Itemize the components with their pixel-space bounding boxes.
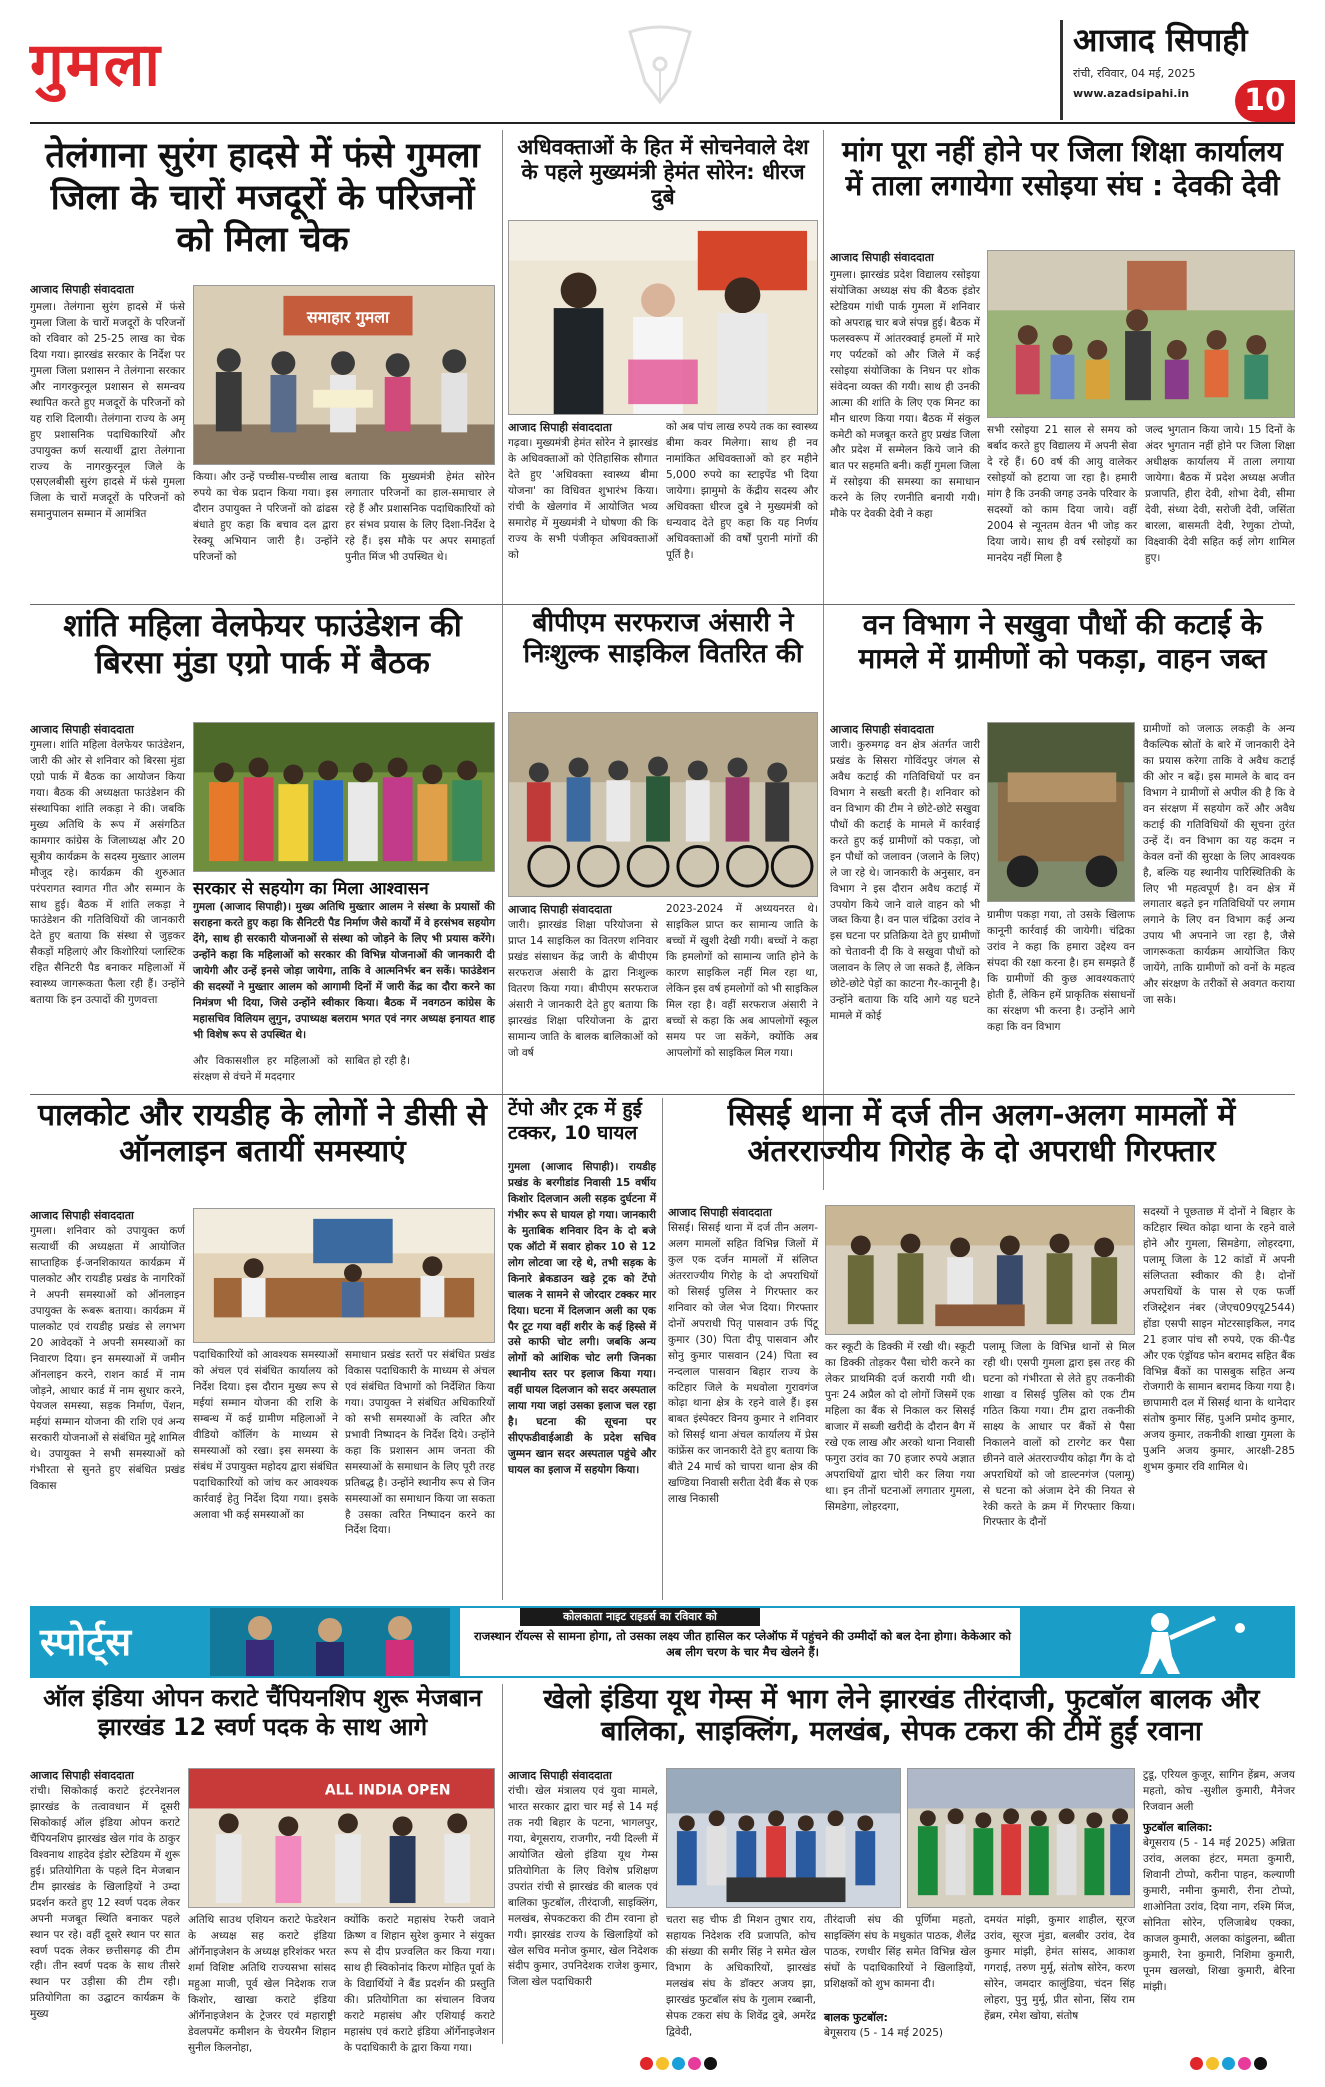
headline-cooks: मांग पूरा नहीं होने पर जिला शिक्षा कार्यालय में ताला लगायेगा रसोइया संघ : देवकी देवी bbox=[842, 135, 1283, 202]
subhead-boys-football: बालक फुटबॉल: bbox=[824, 2011, 888, 2024]
photo-karate-inauguration bbox=[188, 1768, 495, 1908]
banner-text: ALL INDIA OPEN bbox=[324, 1782, 451, 1799]
story-bpm-col1: जारी। झारखंड शिक्षा परियोजना से प्राप्त 14 साइकिल का वितरण शनिवार प्रखंड संसाधन केंद्र जारी के बीपीएम सरफराज अंसारी के द्वारा निःशुल्क वितरण किया गया। बीपीएम सरफराज अंसारी ने जानकारी देते हुए बताया कि झारखंड शिक्षा परियोजना के द्वारा सामान्य जाति के बालक बालिकाओं को जो वर्ष bbox=[508, 919, 658, 1059]
byline: आजाद सिपाही संवाददाता bbox=[30, 283, 134, 296]
headline-forest: वन विभाग ने सखुवा पौधों की कटाई के मामले में ग्रामीणों को पकड़ा, वाहन जब्त bbox=[858, 608, 1267, 675]
photo-seized-vehicle bbox=[987, 722, 1135, 902]
story-khelo-col5b: बेगूसराय (5 - 14 मई 2025) अन्निता उरांव, अलका हंटर, ममता कुमारी, शिवानी टोप्पो, करीना पाहन, कल्याणी कुमारी, नमीना कुमारी, रीना टोप्पो, शाओनिता उरांव, दिया नाग, रश्मि मिंज, सोनिता सोरेन, एलिजाबेथ एक्का, काजल कुमारी, अलका कांडुलना, ब्बीता कुमारी, रेना कुमारी, निशिमा कुमारी, पूनम खलखो, शिखा कुमारी, बेरिना मांझी। bbox=[1143, 1837, 1295, 1993]
story-sisai-col3: पलामू जिला के विभिन्न थानों से मिल रही थी। एसपी गुमला द्वारा इस तरह की घटना को गंभीरता से लेते हुए तकनीकी शाखा व सिसई पुलिस को एक टीम गठित किया गया। टीम द्वारा तकनीकी साक्ष्य के आधार पर बैंकों से पैसा निकालने वालों को टारगेट कर पैसा छीनने वाले अंतरराज्यीय कोढ़ा गैंग के दो अपराधियों को जो डाल्टनगंज (पलामू) से घटना को अंजाम देने की नियत से रेकी करते के क्रम में गिरफ्तार किया। गिरफ्तार के दौनों bbox=[983, 1341, 1135, 1529]
section-name: गुमला bbox=[30, 30, 162, 100]
sports-teaser-top: कोलकाता नाइट राइडर्स का रविवार को bbox=[520, 1608, 760, 1626]
registration-dots-left bbox=[640, 2055, 760, 2071]
story-karate-col2: अतिथि साउथ एशियन कराटे फेडरेशन के अध्यक्ष सह कराटे इंडिया ऑर्गेनाइजेशन के अध्यक्ष हरिशंकर भरत शर्मा विशिष्ट अतिथि राज्यसभा सांसद महुआ माजी, पूर्व खेल निदेशक राज किशोर, खाखा कराटे इंडिया ऑर्गेनाइजेशन के ट्रेजरर एवं महाराष्ट्री डेवलपमेंट कमीशन के चेयरमैन शिहान सुनील किलनोहा, bbox=[188, 1914, 336, 2054]
byline: आजाद सिपाही संवाददाता bbox=[508, 1769, 612, 1782]
photo-cheque-handover bbox=[193, 285, 495, 465]
story-cooks-col1: गुमला। झारखंड प्रदेश विद्यालय रसोइया संयोजिका अध्यक्ष संघ की बैठक इंडोर स्टेडियम गांधी पार्क गुमला में शनिवार को अपराह्न चार बजे संपन्न हुई। बैठक में फलस्वरूप में आंतरक्वाई हमलों में मारे गए पर्यटकों को और जिले में कई रसोइया संयोजिका के निधन पर शोक संवेदना व्यक्त की गयी। साथ ही उनकी आत्मा की शांति के लिए एक मिनट का मौन धारण किया गया। बैठक में संकुल कमेटी को मजबूत करते हुए प्रखंड जिला और प्रदेश में सम्मेलन किये जाने की बात पर सहमति बनी। कहीं गुमला जिला में रसोइया की समस्या का समाधान करने के लिए रणनीति बनायी गयी। मौके पर देवकी देवी ने कहा bbox=[830, 269, 980, 521]
story-karate-col3: क्योंकि कराटे महासंघ रेफरी जवाने क्रिष्ण व शिहान सुरेश कुमार ने संयुक्त रूप से दीप प्रज्वलित कर किया गया। साथ ही स्विकोनांद किरण मोहित पूर्वा के के विद्यार्थियों ने बैंड प्रदर्शन की प्रस्तुति की। प्रतियोगिता का संचालन विजय कराटे महासंघ और एशियाई कराटे महासंघ एवं कराटे इंडिया ऑर्गेनाइजेशन के पदाधिकारी के द्वारा किया गया। bbox=[344, 1914, 495, 2054]
byline: आजाद सिपाही संवाददाता bbox=[830, 723, 934, 736]
story-telangana-col2: किया। और उन्हें पच्चीस-पच्चीस लाख रुपये का चेक प्रदान किया गया। इस दौरान उपायुक्त ने परिजनों को ढांढस बंधाते हुए कहा कि बचाव दल द्वारा रेस्क्यू अभियान जारी है। उन्होंने परिजनों को bbox=[193, 471, 338, 563]
story-shanti-col2: और विकासशील हर महिलाओं को संरक्षण से वंचने में मददगार bbox=[193, 1055, 338, 1083]
photo-team-departure-2 bbox=[907, 1768, 1135, 1908]
dateline: रांची, रविवार, 04 मई, 2025 bbox=[1073, 67, 1196, 80]
byline: आजाद सिपाही संवाददाता bbox=[30, 723, 134, 736]
headline-palkot: पालकोट और रायडीह के लोगों ने डीसी से ऑनलाइन बतायीं समस्याएं bbox=[38, 1098, 487, 1169]
photo-arrested-accused bbox=[825, 1205, 1135, 1335]
photo-advocates-meeting bbox=[508, 220, 818, 415]
story-tempo-body: गुमला (आजाद सिपाही)। रायडीह प्रखंड के बरगीडांड निवासी 15 वर्षीय किशोर दिलजान अली सड़क दुर्घटना में गंभीर रूप से घायल हो गया। जानकारी के मुताबिक शनिवार दिन के दो बजे एक ऑटो में सवार होकर 10 से 12 लोग लोटवा जा रहे थे, तभी सड़क के किनारे ब्रेकडाउन खड़े ट्रक को टेंपो चालक ने सामने से जोरदार टक्कर मार दिया। घटना में दिलजान अली का एक पैर टूट गया वहीं शरीर के कई हिस्से में उसे काफी चोट लगी। जबकि अन्य लोगों को आंशिक चोट लगी जिनका स्थानीय स्तर पर इलाज किया गया। वहीं घायल दिलजान को सदर अस्पताल लाया गया जहां उसका इलाज चल रहा है। घटना की सूचना पर सीएफडीवाईआडी के प्रदेश सचिव जुम्मन खान सदर अस्पताल पहुंचे और घायल का इलाज में सहयोग किया। bbox=[508, 1161, 656, 1477]
photo-team-departure-1 bbox=[666, 1768, 901, 1908]
sports-label: स्पोर्ट्स bbox=[40, 1619, 132, 1664]
story-shanti-sub-body: गुमला (आजाद सिपाही)। मुख्य अतिथि मुख्तार आलम ने संस्था के प्रयासों की सराहना करते हुए कहा कि सैनिटरी पैड निर्माण जैसे कार्यों में वे हरसंभव सहयोग देंगे, साथ ही सरकारी योजनाओं से संस्था को जोड़ने के लिए भी प्रयास करेंगे। उन्होंने कहा कि महिलाओं को सरकार की विभिन्न योजनाओं की जानकारी दी जायेगी और उन्हें इनसे जोड़ा जायेगा, ताकि वे आत्मनिर्भर बन सकें। फाउंडेशन की सदस्यों ने मुख्तार आलम को आगामी दिनों में जारी केंद्र का दौरा करने का निमंत्रण भी दिया, जिसे उन्होंने स्वीकार किया। बैठक में नवगठन कांग्रेस के महासचिव विलियम लुगुन, उपाध्यक्ष बलराम भगत एवं नगर अध्यक्ष इनायत शाह भी विशेष रूप से उपस्थित थे। bbox=[193, 901, 495, 1041]
story-forest-col2: ग्रामीण पकड़ा गया, तो उसके खिलाफ कानूनी कार्रवाई की जायेगी। चंद्रिका उरांव ने कहा कि हमारा उद्देश्य वन संपदा की रक्षा करना है। हम समझते हैं कि ग्रामीणों की कुछ आवश्यकताएं होती हैं, लेकिन हमें प्राकृतिक संसाधनों का संरक्षण भी करना है। उन्होंने आगे कहा कि वन विभाग bbox=[987, 909, 1135, 1033]
masthead-rule bbox=[30, 122, 1295, 124]
story-advocates-col2: को अब पांच लाख रुपये तक का स्वास्थ्य बीमा कवर मिलेगा। साथ ही नव नामांकित अधिवक्ताओं को हर महीने 5,000 रुपये का स्टाइपेंड भी दिया जायेगा। झामुमो के केंद्रीय सदस्य और अधिवक्ता धीरज दुबे ने मुख्यमंत्री को धन्यवाद देते हुए कहा कि यह निर्णय अधिवक्ताओं की वर्षों पुरानी मांगों की पूर्ति है। bbox=[666, 421, 818, 561]
story-khelo-col3: तीरंदाजी संघ की पूर्णिमा महतो, साइक्लिंग संघ के मधुकांत पाठक, शैलेंद्र पाठक, रणधीर सिंह समेत विभिन्न खेल संघों के पदाधिकारियों ने खिलाड़ियों, प्रशिक्षकों को शुभ कामना दी। bbox=[824, 1914, 976, 1990]
photo-bicycle-distribution bbox=[508, 712, 818, 897]
subhead-girls-football: फुटबॉल बालिका: bbox=[1143, 1821, 1213, 1834]
story-khelo-col1: रांची। खेल मंत्रालय एवं युवा मामले, भारत सरकार द्वारा चार मई से 14 मई तक नयी बिहार के पटना, भागलपुर, गया, बेगूसराय, राजगीर, नयी दिल्ली में आयोजित खेलो इंडिया यूथ गेम्स प्रतियोगिता के लिए विशेष प्रशिक्षण उपरांत रांची से झारखंड की बालक एवं बालिका फुटबॉल, तीरंदाजी, साइक्लिंग, मलखंब, सेपकटकरा की टीम रवाना हो गयी। झारखंड राज्य के खिलाड़ियों को खेल सचिव मनोज कुमार, खेल निदेशक संदीप कुमार, उपनिदेशक राजेश कुमार, जिला खेल पदाधिकारी bbox=[508, 1785, 658, 1989]
page-number: 10 bbox=[1244, 83, 1286, 118]
photo-shanti-meeting bbox=[193, 722, 495, 872]
story-sisai-col2: कर स्कूटी के डिक्की में रखी थी। स्कूटी का डिक्की तोड़कर पैसा चोरी करने का लेकर प्राथमिकी दर्ज करायी गयी थी। पुनः 24 अप्रैल को दो लोगों जिसमें एक महिला का बैंक से निकाल कर सिसई बाजार में सब्जी खरीदी के दौरान बैग में रखे एक लाख और अरको थाना निवासी फगुरा उरांव का 70 हजार रुपये अज्ञात अपराधियों द्वारा चोरी कर लिया गया था। इन तीनों घटनाओं लगातार गुमला, सिमडेगा, लोहरदगा, bbox=[825, 1341, 975, 1513]
story-advocates-col1: गढ़वा। मुख्यमंत्री हेमंत सोरेन ने झारखंड के अधिवक्ताओं को ऐतिहासिक सौगात देते हुए 'अधिवक्ता स्वास्थ्य बीमा योजना' का विधिवत शुभारंभ किया। रांची के खेलगांव में आयोजित भव्य समारोह में मुख्यमंत्री ने घोषणा की कि राज्य के सभी पंजीकृत अधिवक्ताओं को bbox=[508, 437, 658, 561]
byline: आजाद सिपाही संवाददाता bbox=[30, 1769, 134, 1782]
sports-teaser-main: राजस्थान रॉयल्स से सामना होगा, तो उसका लक्ष्य जीत हासिल कर प्लेऑफ में पहुंचने की उम्मीदों को बल देना होगा। केकेआर को अब लीग चरण के चार मैच खेलने हैं। bbox=[474, 1629, 1011, 1660]
story-telangana-col3: बताया कि मुख्यमंत्री हेमंत सोरेन लगातार परिजनों का हाल-समाचार ले रहे हैं और प्रशासनिक पदाधिकारियों को हर संभव प्रयास के लिए दिशा-निर्देश दे रहे हैं। इस मौके पर अपर समाहर्ता पुनीत मिंज भी उपस्थित थे। bbox=[345, 471, 495, 563]
sports-players-photo bbox=[210, 1608, 450, 1676]
story-sisai-col4: सदस्यों ने पूछताछ में दोनों ने बिहार के कटिहार स्थित कोढ़ा थाना के रहने वाले होने और गुमला, सिमडेगा, लोहरदगा, पलामू जिला के 12 कांडों में अपनी संलिप्तता स्वीकार की है। दोनों अपराधियों के पास से एक फर्जी रजिस्ट्रेशन नंबर (जेएच09एयू2544) होंडा एसपी साइन मोटरसाइकिल, नगद 21 हजार पांच सौ रुपये, एक की-पैड और एक एंड्रॉयड फोन बरामद सहित बैंक विभिन्न बैंकों का पासबुक सहित अन्य रोजगारी के सामान बरामद किया गया है। छापामारी दल में सिसई थाना के थानेदार संतोष कुमार सिंह, पुअनि प्रमोद कुमार, अजय कुमार, तकनीकी शाखा गुमला के पुअनि अजय कुमार, आरक्षी-285 शुभम कुमार रवि शामिल थे। bbox=[1143, 1206, 1295, 1474]
story-palkot-col1: गुमला। शनिवार को उपायुक्त कर्ण सत्यार्थी की अध्यक्षता में आयोजित साप्ताहिक ई-जनशिकायत कार्यक्रम में पालकोट और रायडीह प्रखंड के नागरिकों ने अपनी समस्याओं को ऑनलाइन उपायुक्त के रूबरू बताया। कार्यक्रम में पालकोट एवं रायडीह प्रखंड से लगभग 20 आवेदकों ने अपनी समस्याओं का निवारण दिया। इन समस्याओं में जमीन ऑनलाइन करने, राशन कार्ड में नाम जोड़ने, आधार कार्ड में नाम सुधार करने, पेयजल समस्या, सड़क निर्माण, पेंशन, मईयां सम्मान योजना की राशि एवं अन्य सरकारी योजनाओं से संबंधित मुद्दे शामिल थे। उपायुक्त ने सभी समस्याओं को गंभीरता से सुनते हुए संबंधित प्रखंड विकास bbox=[30, 1225, 185, 1493]
story-cooks-col3: जल्द भुगतान किया जाये। 15 दिनों के अंदर भुगतान नहीं होने पर जिला शिक्षा अधीक्षक कार्यालय में ताला लगाया जायेगा। बैठक में प्रदेश अध्यक्ष अजीत प्रजापति, हीरा देवी, शोभा देवी, सीमा देवी, संध्या देवी, सरोजी देवी, जसिंता बारला, बासमती देवी, रेणुका टोप्पो, विक्ष्वाकी देवी सहित कई लोग शामिल हुए। bbox=[1145, 424, 1295, 564]
story-khelo-col5: टुडू, एरियल कुजूर, सागिन हेंब्रम, अजय महतो, कोच -सुशील कुमारी, मैनेजर रिजवान अली bbox=[1143, 1769, 1295, 1813]
story-sisai-col1: सिसई। सिसई थाना में दर्ज तीन अलग-अलग मामलों सहित विभिन्न जिलों में कुल एक दर्जन मामलों में संलिप्त अंतरराज्यीय गिरोह के दो अपराधियों को सिसई पुलिस ने गिरफ्तार कर शनिवार को जेल भेज दिया। गिरफ्तार दोनों अपराधी पितृ पासवान उर्फ पिंटू कुमार (30) पिता दीपू पासवान और सोनु कुमार पासवान (24) पिता स्व नन्दलाल पासवान बिहार राज्य के कटिहार जिले के मधवोला गुरावगंज कोढ़ा थाना क्षेत्र के रहने वाले हैं। इस बाबत इंस्पेक्टर विनय कुमार ने शनिवार को सिसई थाना अंचल कार्यालय में प्रेस कांफ्रेंस कर जानकारी देते हुए बताया कि बीते 24 मार्च को चापरा थाना क्षेत्र की खण्डिया निवासी सरीता देवी बैंक से एक लाख निकासी bbox=[668, 1222, 818, 1506]
subhead-shanti: सरकार से सहयोग का मिला आश्वासन bbox=[193, 879, 429, 899]
byline: आजाद सिपाही संवाददाता bbox=[668, 1206, 772, 1219]
column-divider bbox=[823, 130, 824, 1190]
banner-text: समाहार गुमला bbox=[306, 307, 390, 327]
column-divider bbox=[662, 1098, 663, 1600]
column-divider bbox=[502, 1098, 503, 1600]
headline-bpm: बीपीएम सरफराज अंसारी ने निःशुल्क साइकिल वितरित की bbox=[523, 608, 803, 670]
byline: आजाद सिपाही संवाददाता bbox=[508, 903, 612, 916]
story-forest-col1: जारी। कुरुमगढ़ वन क्षेत्र अंतर्गत जारी प्रखंड के सिसरा गोविंदपुर जंगल से अवैध कटाई की गतिविधियों पर वन विभाग ने सख्ती बरती है। शनिवार को वन विभाग की टीम ने छोटे-छोटे सखुवा पौधों की कटाई के मामले में कार्रवाई करते हुए कई ग्रामीणों को पकड़ा, जो इन पौधों को जलावन (जलाने के लिए) ले जा रहे थे। जानकारी के अनुसार, वन विभाग ने इस दौरान अवैध कटाई में उपयोग किये जाने वाले वाहन को भी जब्त किया है। वन पाल चंद्रिका उरांव ने इस घटना पर प्रतिक्रिया देते हुए ग्रामीणों को चेतावनी दी कि वे सखुवा पौधों को जलावन के लिए ले जा सकते हैं, लेकिन छोटे-छोटे पेड़ों का काटना गैर-कानूनी है। उन्होंने बताया कि यदि आगे यह घटने मामले में कोई bbox=[830, 739, 980, 1023]
story-forest-col3: ग्रामीणों को जलाऊ लकड़ी के अन्य वैकल्पिक स्रोतों के बारे में जानकारी देने का प्रयास करेगा ताकि वे अवैध कटाई की ओर न बढ़ें। इस मामले के बाद वन विभाग ने ग्रामीणों से अपील की है कि वे वन संरक्षण में सहयोग करें और अवैध कटाई की गतिविधियों की सूचना तुरंत उन्हें दें। वन विभाग का यह कदम न केवल वनों की सुरक्षा के लिए आवश्यक है, बल्कि यह स्थानीय पारिस्थितिकी के लिए भी महत्वपूर्ण है। वन क्षेत्र में लगातार बढ़ते इन गतिविधियों पर लगाम लगाने के लिए वन विभाग कई अन्य उपाय भी अपनाने जा रहा है, जैसे जागरूकता कार्यक्रम आयोजित किए जायेंगे, ताकि ग्रामीणों को वनों के महत्व और संरक्षण के तरीकों से अवगत कराया जा सके। bbox=[1143, 723, 1295, 1007]
story-bpm-col2: 2023-2024 में अध्ययनरत थे। साइकिल प्राप्त कर सामान्य जाति के बच्चों में खुशी देखी गयी। बच्चों ने कहा कि हमलोगों को सामान्य जाति होने के कारण साइकिल नहीं मिल रहा था, लेकिन इस वर्ष हमलोगों को भी साइकिल मिल रहा है। वहीं सरफराज अंसारी ने बच्चों से कहा कि अब आपलोगों स्कूल समय पर जा सकेंगे, क्योंकि अब आपलोगों को साइकिल मिल गया। bbox=[666, 903, 818, 1059]
story-shanti-col1: गुमला। शांति महिला वेलफेयर फाउंडेशन, जारी की ओर से शनिवार को बिरसा मुंडा एग्रो पार्क में बैठक का आयोजन किया गया। बैठक की अध्यक्षता फाउंडेशन की संस्थापिका शांति लकड़ा ने की। जबकि मुख्य अतिथि के रूप में असंगठित कामगार कांग्रेस के जिलाध्यक्ष और 20 सूत्रीय कार्यक्रम के सदस्य मुख्तार आलम मौजूद रहे। कार्यक्रम की शुरुआत परंपरागत स्वागत गीत और सम्मान के साथ हुई। बैठक में शांति लकड़ा ने फाउंडेशन की गतिविधियों की जानकारी देते हुए बताया कि संस्था से जुड़कर सैकड़ों महिलाएं और किशोरियां प्लास्टिक रहित सैनिटरी पैड बनाकर महिलाओं में स्वास्थ्य जागरूकता फैला रही हैं। उन्होंने बताया कि इन उत्पादों की गुणवत्ता bbox=[30, 739, 185, 1007]
headline-telangana: तेलंगाना सुरंग हादसे में फंसे गुमला जिला के चारों मजदूरों के परिजनों को मिला चेक bbox=[45, 136, 480, 260]
section-title bbox=[30, 20, 290, 110]
story-karate-col1: रांची। सिकोकाई कराटे इंटरनेशनल झारखंड के तत्वावधान में दूसरी सिकोकाई ऑल इंडिया ओपन कराटे चैंपियनशिप झारखंड खेल गांव के ठाकुर विश्वनाथ शाहदेव इंडोर स्टेडियम में शुरू हुई। प्रतियोगिता के पहले दिन मेजबान टीम झारखंड के खिलाड़ियों ने उम्दा प्रदर्शन करते हुए 12 स्वर्ण पदक लेकर अपनी मजबूत स्थिति बनाकर पहले स्थान पर रहे। वहीं दूसरे स्थान पर सात स्वर्ण पदक लेकर छत्तीसगढ़ की टीम रही। तीन स्वर्ण पदक के साथ तीसरे स्थान पर उड़ीसा की टीम रही। प्रतियोगिता का उद्घाटन कार्यक्रम के मुख्य bbox=[30, 1785, 180, 2021]
byline: आजाद सिपाही संवाददाता bbox=[30, 1209, 134, 1222]
story-khelo-col2: चतरा सह चीफ डी मिशन तुषार राय, सहायक निदेशक रवि प्रजापति, कोच की संख्या की समीर सिंह ने समेत खेल विभाग के अधिकारियों, झारखंड मलखंब संघ के डॉक्टर अजय झा, झारखंड फुटबॉल संघ के गुलाम रब्बानी, सेपक टकरा संघ के शिवेंद्र दुबे, अमरेंद्र द्विवेदी, bbox=[666, 1914, 816, 2038]
row-rule bbox=[30, 604, 1295, 605]
row-rule bbox=[30, 1094, 1295, 1095]
column-divider bbox=[502, 130, 503, 1190]
column-divider bbox=[502, 1684, 503, 2044]
story-khelo-sub1-body: बेगूसराय (5 - 14 मई 2025) bbox=[824, 2027, 943, 2039]
headline-advocates: अधिवक्ताओं के हित में सोचनेवाले देश के पहले मुख्यमंत्री हेमंत सोरेन: धीरज दुबे bbox=[517, 135, 809, 210]
byline: आजाद सिपाही संवाददाता bbox=[830, 251, 934, 264]
headline-tempo: टेंपो और ट्रक में हुई टक्कर, 10 घायल bbox=[508, 1098, 642, 1144]
headline-shanti: शांति महिला वेलफेयर फाउंडेशन की बिरसा मुंडा एग्रो पार्क में बैठक bbox=[63, 608, 462, 682]
paper-name: आजाद सिपाही bbox=[1073, 21, 1248, 59]
byline: आजाद सिपाही संवाददाता bbox=[508, 421, 612, 434]
website-link[interactable]: www.azadsipahi.in bbox=[1073, 87, 1190, 100]
story-palkot-col2: पदाधिकारियों को आवश्यक समस्याओं को अंचल एवं संबंधित कार्यालय को निर्देश दिया। इस दौरान मुख्य रूप से मईयां सम्मान योजना की राशि के सम्बन्ध में कई ग्रामीण महिलाओं ने वीडियो कॉलिंग के माध्यम से समस्याओं को रखा। इस समस्या के संबंध में उपायुक्त महोदय द्वारा संबंधित पदाधिकारियों को जांच कर आवश्यक कार्रवाई हेतु निर्देश दिया गया। इसके अलावा भी कई समस्याओं का bbox=[193, 1349, 338, 1521]
photo-cooks-meeting bbox=[987, 250, 1295, 418]
story-shanti-col3: साबित हो रही है। bbox=[345, 1055, 410, 1067]
story-palkot-col3: समाधान प्रखंड स्तरों पर संबंधित प्रखंड विकास पदाधिकारी के माध्यम से अंचल एवं संबंधित विभागों को निर्देशित किया गया। उपायुक्त ने संबंधित अधिकारियों को सभी समस्याओं के त्वरित और प्रभावी निष्पादन के निर्देश दिये। उन्होंने कहा कि प्रशासन आम जनता की समस्याओं के समाधान के लिए पूरी तरह प्रतिबद्ध है। उन्होंने स्थानीय रूप से जिन समस्याओं का समाधान किया जा सकता है उसका त्वरित निष्पादन करने का निर्देश दिया। bbox=[345, 1349, 495, 1537]
story-khelo-col4: दमयंत मांझी, कुमार शाहील, सूरज उरांव, सूरज मुंडा, बलबीर उरांव, देव कुमार मांझी, हेमंत सांसद, आकाश गगराई, तरुण मुर्मू, संतोष सोरेन, करण सोरेन, जमदार कालुंडिया, चंदन सिंह लोहरा, पुनु मुर्मू, प्रीत सोना, सिंय राम हेंब्रम, रमेश खोया, संतोष bbox=[984, 1914, 1135, 2022]
headline-khelo: खेलो इंडिया यूथ गेम्स में भाग लेने झारखंड तीरंदाजी, फुटबॉल बालक और बालिका, साइक्लिंग, मलखंब, सेपक टकरा की टीमें हुईं रवाना bbox=[543, 1684, 1260, 1748]
photo-online-hearing bbox=[193, 1208, 495, 1343]
headline-sisai: सिसई थाना में दर्ज तीन अलग-अलग मामलों में अंतरराज्यीय गिरोह के दो अपराधी गिरफ्तार bbox=[727, 1098, 1236, 1169]
cricket-batsman-icon bbox=[1040, 1608, 1290, 1676]
registration-dots-right bbox=[1190, 2055, 1300, 2071]
headline-karate: ऑल इंडिया ओपन कराटे चैंपियनशिप शुरू मेजबान झारखंड 12 स्वर्ण पदक के साथ आगे bbox=[43, 1684, 482, 1741]
story-telangana-col1: गुमला। तेलंगाना सुरंग हादसे में फंसे गुमला जिला के चारों मजदूरों के परिजनों को रविवार को 25-25 लाख का चेक दिया गया। झारखंड सरकार के निर्देश पर गुमला जिला प्रशासन ने तेलंगाना सरकार और नागरकुरनूल प्रशासन से समन्वय स्थापित करते हुए मजदूरों के परिजनों को यह राशि दिलायी। तेलंगाना राज्य के अमृ हुए प्रशासनिक पदाधिकारियों और उपायुक्त कर्ण सत्यार्थी द्वारा तेलंगाना राज्य के नागरकुरनूल जिले के एसएलबीसी सुरंग हादसे में फंसे गुमला जिला के चारों मजदूरों के परिजनों को समानुपालन सम्मान में आमंत्रित bbox=[30, 301, 185, 521]
pen-nib-icon bbox=[480, 22, 840, 110]
story-cooks-col2: सभी रसोइया 21 साल से समय को बर्बाद करते हुए विद्यालय में अपनी सेवा दे रहे हैं। 60 वर्ष की आयु वालेकर रसोइयों को हटाया जा रहा है। हमारी मांग है कि उनकी जगह उनके परिवार के सदस्यों को काम दिया जाये। वहीं 2004 से न्यूनतम वेतन भी जोड़ कर दिया जाये। साथ ही वर्ष रसोइयों का मानदेय नहीं मिला है bbox=[987, 424, 1137, 564]
